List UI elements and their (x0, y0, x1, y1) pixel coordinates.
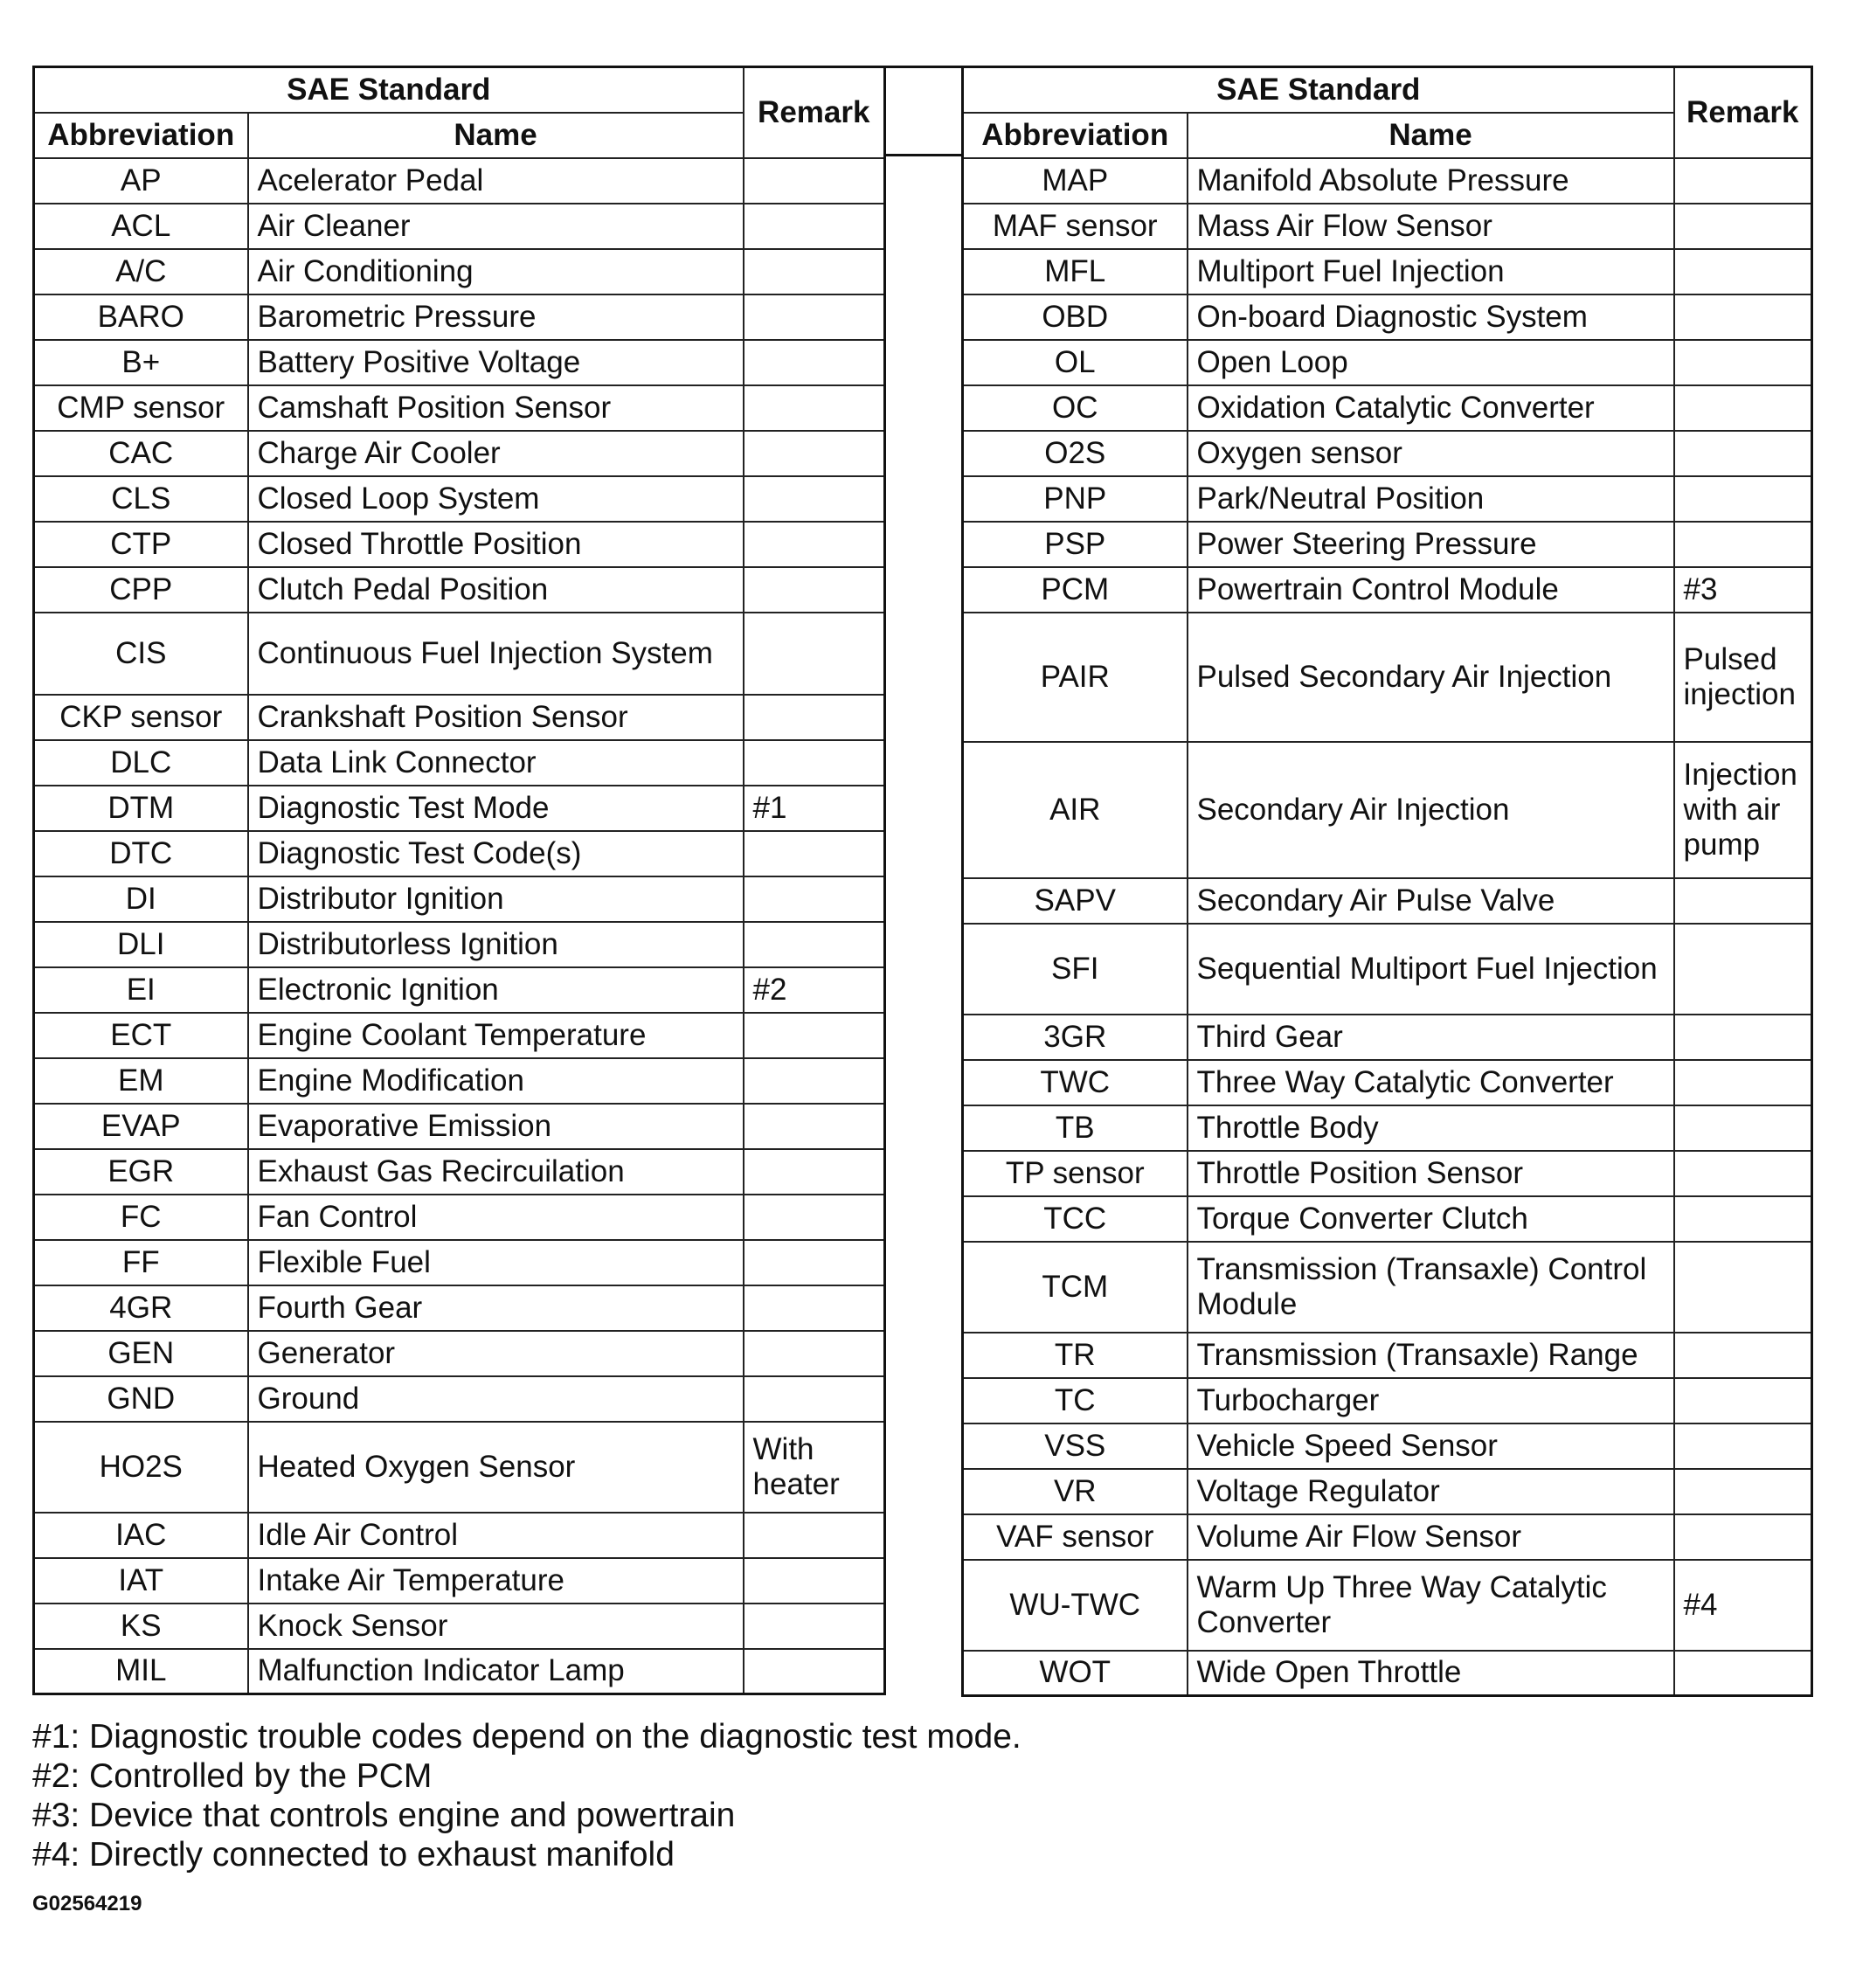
table-row (34, 1422, 885, 1513)
table-row (34, 204, 885, 249)
table-row (963, 567, 1812, 613)
name-cell: Malfunction Indicator Lamp (248, 1649, 744, 1694)
name-cell: Idle Air Control (248, 1513, 744, 1558)
name-cell: Sequential Multiport Fuel Injection (1188, 924, 1674, 1015)
abbreviation-cell: 4GR (34, 1285, 248, 1331)
footnotes (32, 1717, 1021, 1874)
table-divider (883, 66, 961, 156)
remark-cell (1674, 1196, 1812, 1242)
remark-cell (744, 385, 885, 431)
remark-cell (1674, 1333, 1812, 1378)
remark-cell (744, 740, 885, 786)
name-cell: Charge Air Cooler (248, 431, 744, 476)
table-row (963, 1242, 1812, 1333)
abbreviation-cell: PCM (963, 567, 1188, 613)
abbreviation-cell: FF (34, 1240, 248, 1285)
table-row (34, 249, 885, 294)
remark-cell (1674, 1105, 1812, 1151)
name-cell: Throttle Body (1188, 1105, 1674, 1151)
name-cell: Clutch Pedal Position (248, 567, 744, 613)
table-row (963, 1196, 1812, 1242)
remark-cell (1674, 204, 1812, 249)
figure-code: G02564219 (32, 1892, 142, 1915)
abbreviation-cell: CLS (34, 476, 248, 522)
table-row (34, 1013, 885, 1058)
abbreviation-cell: FC (34, 1195, 248, 1240)
table-row (34, 431, 885, 476)
name-cell: Mass Air Flow Sensor (1188, 204, 1674, 249)
name-cell: Air Conditioning (248, 249, 744, 294)
remark-cell (1674, 1423, 1812, 1469)
remark-cell (1674, 158, 1812, 204)
abbreviation-cell: O2S (963, 431, 1188, 476)
header-remark: Remark (744, 67, 885, 158)
abbreviation-cell: A/C (34, 249, 248, 294)
table-row (963, 1651, 1812, 1696)
table-row (34, 613, 885, 695)
name-cell: Powertrain Control Module (1188, 567, 1674, 613)
table-row (34, 1149, 885, 1195)
table-row (34, 385, 885, 431)
abbreviation-cell: PNP (963, 476, 1188, 522)
remark-cell: #4 (1674, 1560, 1812, 1651)
table-row (963, 1105, 1812, 1151)
table-row (963, 1015, 1812, 1060)
table-row (34, 876, 885, 922)
name-cell: Three Way Catalytic Converter (1188, 1060, 1674, 1105)
table-row (34, 1376, 885, 1422)
remark-cell (1674, 878, 1812, 924)
table-row (34, 158, 885, 204)
remark-cell (1674, 1469, 1812, 1514)
table-row (963, 742, 1812, 878)
abbreviation-cell: WU-TWC (963, 1560, 1188, 1651)
table-row (34, 567, 885, 613)
remark-cell (744, 1285, 885, 1331)
table-row (34, 1058, 885, 1104)
abbreviation-cell: PSP (963, 522, 1188, 567)
table-row (963, 249, 1812, 294)
header-sae-standard: SAE Standard (34, 67, 744, 113)
table-row (34, 1104, 885, 1149)
name-cell: Heated Oxygen Sensor (248, 1422, 744, 1513)
table-row (34, 1285, 885, 1331)
remark-cell (1674, 431, 1812, 476)
remark-cell (1674, 1651, 1812, 1696)
remark-cell (744, 249, 885, 294)
remark-cell (744, 1013, 885, 1058)
table-row (963, 385, 1812, 431)
remark-cell (744, 204, 885, 249)
table-row (34, 1604, 885, 1649)
table-row (34, 522, 885, 567)
abbreviation-cell: EVAP (34, 1104, 248, 1149)
remark-cell (744, 1604, 885, 1649)
remark-cell (1674, 294, 1812, 340)
remark-cell (744, 567, 885, 613)
name-cell: Secondary Air Injection (1188, 742, 1674, 878)
footnote: #1: Diagnostic trouble codes depend on the diagnostic test mode. (32, 1718, 1021, 1756)
abbreviation-cell: DLC (34, 740, 248, 786)
table-row (34, 1195, 885, 1240)
abbreviation-cell: TWC (963, 1060, 1188, 1105)
remark-cell (744, 1104, 885, 1149)
remark-cell (1674, 249, 1812, 294)
name-cell: Intake Air Temperature (248, 1558, 744, 1604)
abbreviation-cell: TR (963, 1333, 1188, 1378)
name-cell: Acelerator Pedal (248, 158, 744, 204)
footnote: #3: Device that controls engine and powertrain (32, 1797, 736, 1834)
abbreviation-cell: CMP sensor (34, 385, 248, 431)
table-row (34, 1513, 885, 1558)
abbreviation-cell: 3GR (963, 1015, 1188, 1060)
remark-cell (1674, 924, 1812, 1015)
remark-cell (744, 613, 885, 695)
remark-cell (744, 1649, 885, 1694)
abbreviation-cell: EI (34, 967, 248, 1013)
table-row (963, 204, 1812, 249)
name-cell: Closed Loop System (248, 476, 744, 522)
remark-cell (744, 831, 885, 876)
remark-cell (744, 340, 885, 385)
name-cell: Closed Throttle Position (248, 522, 744, 567)
remark-cell (1674, 1378, 1812, 1423)
name-cell: Battery Positive Voltage (248, 340, 744, 385)
name-cell: Continuous Fuel Injection System (248, 613, 744, 695)
abbreviation-cell: WOT (963, 1651, 1188, 1696)
header-abbreviation: Abbreviation (34, 113, 248, 158)
abbreviation-cell: OC (963, 385, 1188, 431)
name-cell: Voltage Regulator (1188, 1469, 1674, 1514)
name-cell: Exhaust Gas Recircuilation (248, 1149, 744, 1195)
name-cell: Open Loop (1188, 340, 1674, 385)
abbreviation-cell: MIL (34, 1649, 248, 1694)
table-row (34, 476, 885, 522)
name-cell: Vehicle Speed Sensor (1188, 1423, 1674, 1469)
abbreviation-cell: CAC (34, 431, 248, 476)
table-row (963, 613, 1812, 742)
table-row (963, 522, 1812, 567)
name-cell: Secondary Air Pulse Valve (1188, 878, 1674, 924)
abbreviation-cell: DLI (34, 922, 248, 967)
name-cell: Third Gear (1188, 1015, 1674, 1060)
table-row (963, 1469, 1812, 1514)
abbreviation-cell: GND (34, 1376, 248, 1422)
remark-cell: #1 (744, 786, 885, 831)
abbreviation-cell: MFL (963, 249, 1188, 294)
name-cell: Engine Modification (248, 1058, 744, 1104)
remark-cell (744, 1513, 885, 1558)
name-cell: Diagnostic Test Mode (248, 786, 744, 831)
table-row (34, 786, 885, 831)
abbreviation-cell: CKP sensor (34, 695, 248, 740)
remark-cell (744, 1240, 885, 1285)
abbreviation-cell: EGR (34, 1149, 248, 1195)
table-row (34, 922, 885, 967)
table-row (963, 1423, 1812, 1469)
abbreviation-cell: TCM (963, 1242, 1188, 1333)
remark-cell (744, 294, 885, 340)
remark-cell (744, 476, 885, 522)
abbreviation-cell: TC (963, 1378, 1188, 1423)
remark-cell (744, 1195, 885, 1240)
table-row (963, 1378, 1812, 1423)
remark-cell (744, 922, 885, 967)
remark-cell: #3 (1674, 567, 1812, 613)
remark-cell (744, 1331, 885, 1376)
remark-cell (744, 876, 885, 922)
abbreviation-cell: ECT (34, 1013, 248, 1058)
name-cell: Flexible Fuel (248, 1240, 744, 1285)
remark-cell (744, 695, 885, 740)
remark-cell (744, 1376, 885, 1422)
abbreviation-cell: MAF sensor (963, 204, 1188, 249)
name-cell: Multiport Fuel Injection (1188, 249, 1674, 294)
table-row (963, 924, 1812, 1015)
name-cell: Park/Neutral Position (1188, 476, 1674, 522)
abbreviation-cell: HO2S (34, 1422, 248, 1513)
remark-cell (1674, 522, 1812, 567)
name-cell: Volume Air Flow Sensor (1188, 1514, 1674, 1560)
abbreviation-cell: ACL (34, 204, 248, 249)
name-cell: Transmission (Transaxle) Range (1188, 1333, 1674, 1378)
name-cell: Engine Coolant Temperature (248, 1013, 744, 1058)
abbreviation-cell: OL (963, 340, 1188, 385)
remark-cell: Injection with air pump (1674, 742, 1812, 878)
abbreviation-cell: DI (34, 876, 248, 922)
name-cell: Torque Converter Clutch (1188, 1196, 1674, 1242)
name-cell: Wide Open Throttle (1188, 1651, 1674, 1696)
remark-cell (1674, 340, 1812, 385)
remark-cell (1674, 1514, 1812, 1560)
header-sae-standard: SAE Standard (963, 67, 1674, 113)
abbreviation-cell: KS (34, 1604, 248, 1649)
header-remark: Remark (1674, 67, 1812, 158)
name-cell: Diagnostic Test Code(s) (248, 831, 744, 876)
abbreviation-cell: DTC (34, 831, 248, 876)
abbreviation-cell: OBD (963, 294, 1188, 340)
abbreviation-cell: MAP (963, 158, 1188, 204)
abbreviation-cell: B+ (34, 340, 248, 385)
remark-cell (744, 158, 885, 204)
table-row (963, 1060, 1812, 1105)
abbreviation-cell: AIR (963, 742, 1188, 878)
abbreviation-cell: IAC (34, 1513, 248, 1558)
name-cell: Barometric Pressure (248, 294, 744, 340)
name-cell: Warm Up Three Way Catalytic Converter (1188, 1560, 1674, 1651)
name-cell: Electronic Ignition (248, 967, 744, 1013)
abbreviation-cell: VSS (963, 1423, 1188, 1469)
abbreviation-cell: BARO (34, 294, 248, 340)
remark-cell (1674, 385, 1812, 431)
table-row (34, 695, 885, 740)
table-row (963, 1514, 1812, 1560)
abbreviation-table-left (32, 66, 886, 1695)
remark-cell (1674, 1015, 1812, 1060)
name-cell: On-board Diagnostic System (1188, 294, 1674, 340)
name-cell: Camshaft Position Sensor (248, 385, 744, 431)
abbreviation-cell: IAT (34, 1558, 248, 1604)
abbreviation-cell: VAF sensor (963, 1514, 1188, 1560)
name-cell: Transmission (Transaxle) Control Module (1188, 1242, 1674, 1333)
table-row (963, 158, 1812, 204)
name-cell: Data Link Connector (248, 740, 744, 786)
name-cell: Generator (248, 1331, 744, 1376)
remark-cell: Pulsed injection (1674, 613, 1812, 742)
remark-cell (744, 522, 885, 567)
abbreviation-table-right (961, 66, 1813, 1697)
table-row (963, 878, 1812, 924)
footnote: #2: Controlled by the PCM (32, 1757, 433, 1795)
name-cell: Air Cleaner (248, 204, 744, 249)
name-cell: Throttle Position Sensor (1188, 1151, 1674, 1196)
abbreviation-cell: CTP (34, 522, 248, 567)
remark-cell: With heater (744, 1422, 885, 1513)
remark-cell (1674, 1242, 1812, 1333)
header-name: Name (248, 113, 744, 158)
name-cell: Distributor Ignition (248, 876, 744, 922)
remark-cell (744, 1149, 885, 1195)
abbreviation-cell: AP (34, 158, 248, 204)
name-cell: Crankshaft Position Sensor (248, 695, 744, 740)
name-cell: Turbocharger (1188, 1378, 1674, 1423)
table-row (34, 294, 885, 340)
abbreviation-cell: SFI (963, 924, 1188, 1015)
abbreviation-cell: CPP (34, 567, 248, 613)
table-row (963, 1560, 1812, 1651)
remark-cell: #2 (744, 967, 885, 1013)
abbreviation-cell: PAIR (963, 613, 1188, 742)
remark-cell (744, 1558, 885, 1604)
name-cell: Oxidation Catalytic Converter (1188, 385, 1674, 431)
remark-cell (744, 1058, 885, 1104)
table-row (34, 1240, 885, 1285)
abbreviation-cell: CIS (34, 613, 248, 695)
table-row (963, 1151, 1812, 1196)
table-row (34, 740, 885, 786)
name-cell: Manifold Absolute Pressure (1188, 158, 1674, 204)
header-abbreviation: Abbreviation (963, 113, 1188, 158)
abbreviation-cell: VR (963, 1469, 1188, 1514)
abbreviation-cell: GEN (34, 1331, 248, 1376)
table-row (963, 431, 1812, 476)
name-cell: Distributorless Ignition (248, 922, 744, 967)
table-row (34, 831, 885, 876)
name-cell: Pulsed Secondary Air Injection (1188, 613, 1674, 742)
table-row (34, 1649, 885, 1694)
name-cell: Knock Sensor (248, 1604, 744, 1649)
name-cell: Power Steering Pressure (1188, 522, 1674, 567)
header-name: Name (1188, 113, 1674, 158)
remark-cell (1674, 1151, 1812, 1196)
table-row (34, 340, 885, 385)
name-cell: Oxygen sensor (1188, 431, 1674, 476)
remark-cell (1674, 476, 1812, 522)
footnote: #4: Directly connected to exhaust manifold (32, 1836, 675, 1874)
table-row (963, 294, 1812, 340)
abbreviation-cell: DTM (34, 786, 248, 831)
abbreviation-cell: TCC (963, 1196, 1188, 1242)
table-row (34, 1331, 885, 1376)
abbreviation-cell: TP sensor (963, 1151, 1188, 1196)
table-row (963, 1333, 1812, 1378)
remark-cell (744, 431, 885, 476)
remark-cell (1674, 1060, 1812, 1105)
table-row (34, 967, 885, 1013)
table-row (963, 476, 1812, 522)
abbreviation-cell: SAPV (963, 878, 1188, 924)
table-row (34, 1558, 885, 1604)
abbreviation-cell: EM (34, 1058, 248, 1104)
table-row (963, 340, 1812, 385)
abbreviation-cell: TB (963, 1105, 1188, 1151)
name-cell: Ground (248, 1376, 744, 1422)
name-cell: Fourth Gear (248, 1285, 744, 1331)
name-cell: Fan Control (248, 1195, 744, 1240)
name-cell: Evaporative Emission (248, 1104, 744, 1149)
